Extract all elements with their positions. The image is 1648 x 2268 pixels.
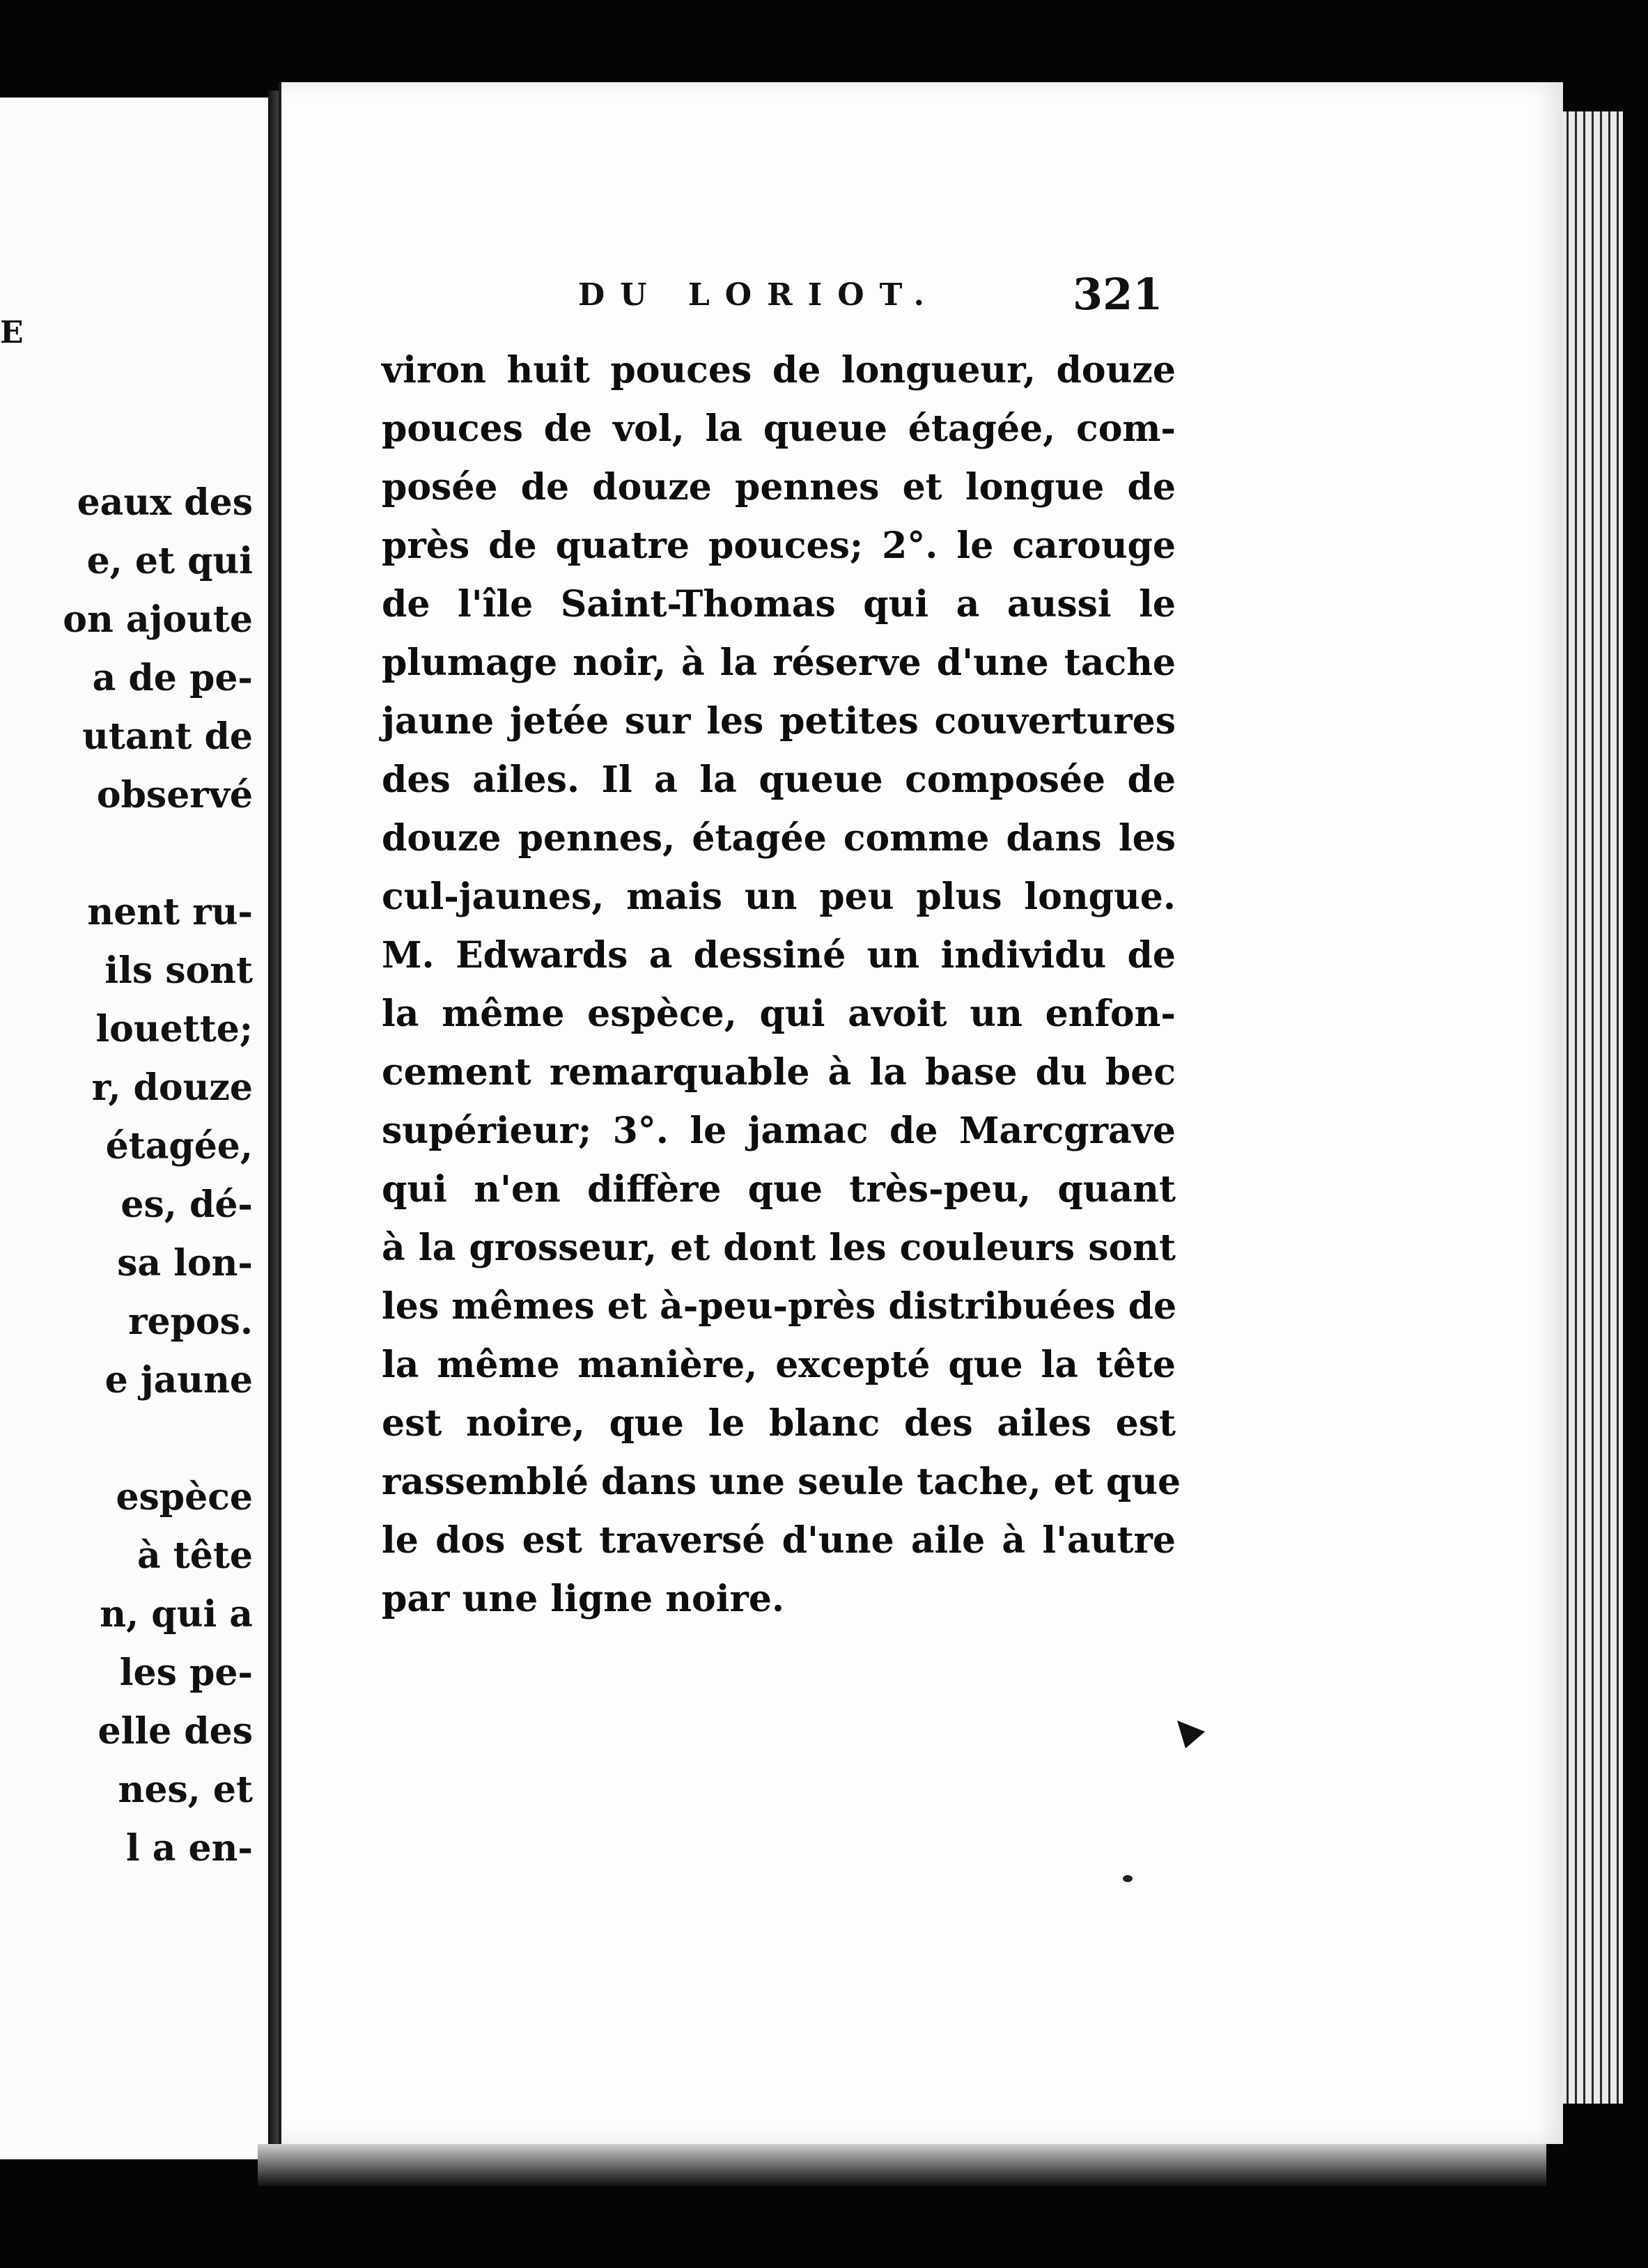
text-line: supérieur; 3°. le jamac de Marcgrave <box>382 1110 1176 1152</box>
left-text-line: espèce <box>116 1476 253 1519</box>
left-text-line: es, dé- <box>121 1183 253 1226</box>
left-text-line: l a en- <box>125 1827 253 1870</box>
text-line: est noire, que le blanc des ailes est <box>382 1402 1176 1445</box>
text-line: viron huit pouces de longueur, douze <box>382 349 1176 391</box>
left-text-line: les pe- <box>119 1652 253 1694</box>
left-text-line: étagée, <box>105 1125 253 1167</box>
text-line: par une ligne noire. <box>382 1578 785 1620</box>
left-text-line: nes, et <box>118 1769 253 1811</box>
text-line: M. Edwards a dessiné un individu de <box>382 934 1176 977</box>
text-line: cul-jaunes, mais un peu plus longue. <box>382 876 1176 918</box>
left-text-line: e jaune <box>104 1359 253 1401</box>
text-line: cement remarquable à la base du bec <box>382 1051 1176 1094</box>
text-line: posée de douze pennes et longue de <box>382 466 1176 508</box>
left-text-line: observé <box>96 774 253 816</box>
text-line: près de quatre pouces; 2°. le carouge <box>382 525 1176 567</box>
left-page-header-fragment: E <box>0 315 24 350</box>
left-text-line: a de pe- <box>92 657 253 699</box>
page-number: 321 <box>1073 269 1163 320</box>
text-line: rassemblé dans une seule tache, et que <box>382 1461 1181 1503</box>
text-line: plumage noir, à la réserve d'une tache <box>382 642 1176 684</box>
left-text-line: eaux des <box>77 481 253 524</box>
text-line: qui n'en diffère que très-peu, quant <box>382 1168 1176 1211</box>
left-text-line: sa lon- <box>117 1242 253 1284</box>
text-line: de l'île Saint-Thomas qui a aussi le <box>382 583 1176 626</box>
text-line: des ailes. Il a la queue composée de <box>382 759 1176 801</box>
left-text-line: nent ru- <box>87 891 253 933</box>
left-text-line: elle des <box>98 1710 253 1753</box>
page-bottom-edge <box>258 2144 1546 2186</box>
body-text <box>382 341 1181 1629</box>
left-text-line: utant de <box>82 715 253 758</box>
left-text-line: repos. <box>128 1300 253 1343</box>
left-text-line: louette; <box>95 1008 253 1050</box>
text-line: pouces de vol, la queue étagée, com- <box>382 407 1176 450</box>
left-page <box>0 98 272 2159</box>
left-text-line: n, qui a <box>100 1593 253 1636</box>
left-text-line: on ajoute <box>63 598 253 641</box>
running-head: DU LORIOT. <box>578 277 940 313</box>
left-text-line: r, douze <box>91 1066 253 1109</box>
text-line: la même manière, excepté que la tête <box>382 1344 1176 1386</box>
text-line: jaune jetée sur les petites couvertures <box>382 700 1176 743</box>
text-line: à la grosseur, et dont les couleurs sont <box>382 1227 1176 1269</box>
left-text-line: ils sont <box>104 949 253 992</box>
left-text-line: à tête <box>137 1535 253 1577</box>
text-line: le dos est traversé d'une aile à l'autre <box>382 1519 1176 1562</box>
left-text-line: e, et qui <box>86 540 253 582</box>
left-page-text <box>63 474 253 1878</box>
text-line: les mêmes et à-peu-près distribuées de <box>382 1285 1177 1328</box>
text-line: la même espèce, qui avoit un enfon- <box>382 993 1176 1035</box>
ink-dot <box>1123 1875 1133 1882</box>
text-line: douze pennes, étagée comme dans les <box>382 817 1176 860</box>
